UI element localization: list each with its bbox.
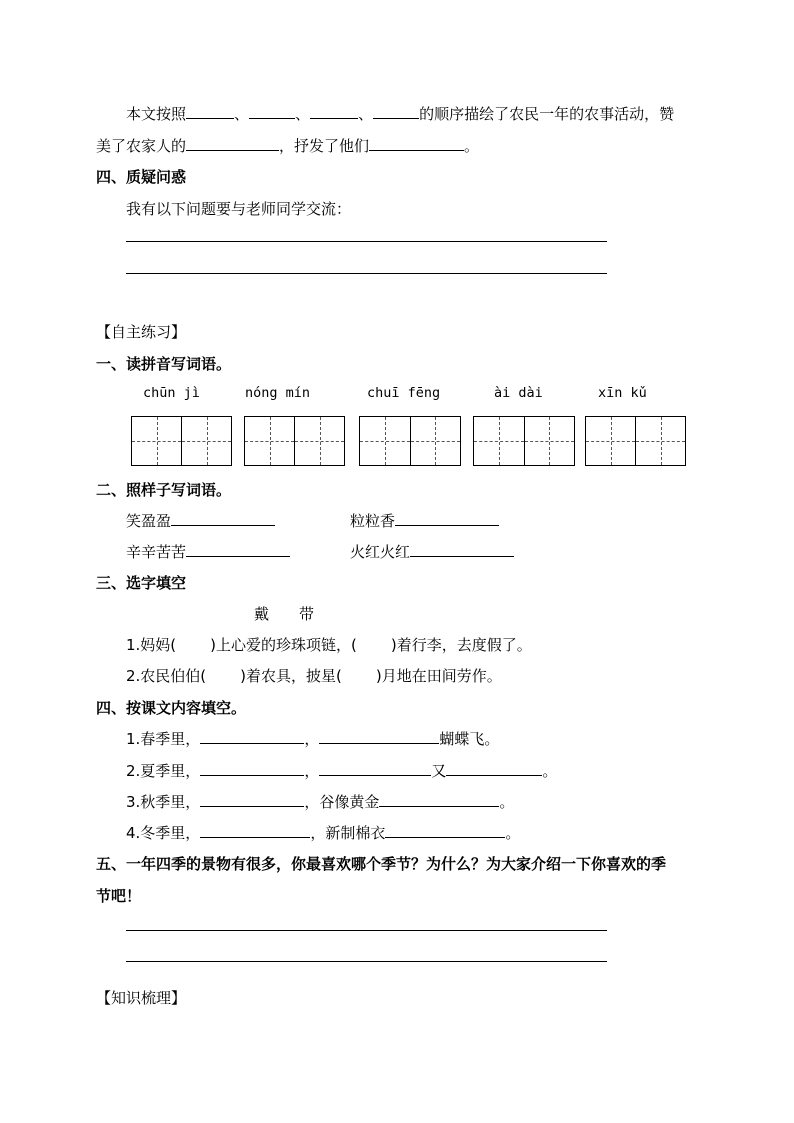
section-4-prompt: 我有以下问题要与老师同学交流： [126,200,352,218]
writing-grid-4[interactable] [473,416,575,466]
q4-title: 四、按课文内容填空。 [96,699,247,717]
pinyin-4: ài dài [494,385,543,401]
writing-grid-5[interactable] [585,416,686,466]
blank[interactable] [200,728,304,744]
q2-item: 辛辛苦苦 [126,541,290,562]
pinyin-2: nóng mín [245,385,311,401]
blank[interactable] [200,822,310,838]
blank[interactable] [186,541,290,557]
practice-header: 【自主练习】 [96,323,187,341]
blank[interactable] [369,135,464,151]
grid-cell[interactable] [586,417,636,465]
summary-line-1: 本文按照 、 、 、 的顺序描绘了农民一年的农事活动，赞 [126,105,675,123]
q4-line-4: 4.冬季里， ，新制棉衣 。 [126,824,521,842]
pinyin-3: chuī fēng [367,385,441,401]
blank[interactable] [385,822,505,838]
grid-cell[interactable] [360,417,411,465]
blank[interactable] [379,791,499,807]
writing-grid-1[interactable] [131,416,232,466]
blank[interactable] [395,510,499,526]
q2-title: 二、照样子写词语。 [96,481,232,499]
blank[interactable] [310,103,358,119]
q4-line-2: 2.夏季里， ， 又 。 [126,762,558,780]
blank[interactable] [319,728,439,744]
grid-cell[interactable] [295,417,344,465]
blank[interactable] [410,541,514,557]
blank[interactable] [446,760,542,776]
q3-title: 三、选字填空 [96,574,187,592]
blank[interactable] [171,510,275,526]
answer-line[interactable] [126,241,607,242]
writing-grid-3[interactable] [359,416,461,466]
grid-cell[interactable] [182,417,231,465]
pinyin-5: xīn kǔ [598,385,647,401]
blank[interactable] [319,760,431,776]
q2-item: 粒粒香 [350,510,499,531]
q3-choices: 戴 带 [254,605,315,623]
q5-title-line-2: 节吧！ [96,887,142,905]
answer-line[interactable] [126,930,607,931]
grid-cell[interactable] [636,417,685,465]
grid-cell[interactable] [245,417,295,465]
blank[interactable] [200,760,304,776]
q4-line-3: 3.秋季里， ，谷像黄金 。 [126,793,515,811]
blank[interactable] [249,103,295,119]
blank[interactable] [373,103,419,119]
q1-title: 一、读拼音写词语。 [96,355,232,373]
grid-cell[interactable] [132,417,182,465]
blank[interactable] [186,135,279,151]
q2-item: 火红火红 [350,541,514,562]
section-4-header: 四、质疑问惑 [96,168,187,186]
blank[interactable] [186,103,234,119]
grid-cell[interactable] [525,417,575,465]
q4-line-1: 1.春季里， ， 蝴蝶飞。 [126,730,500,748]
q5-title-line-1: 五、一年四季的景物有很多，你最喜欢哪个季节？为什么？为大家介绍一下你喜欢的季 [96,855,667,873]
answer-line[interactable] [126,273,607,274]
q3-sentence-2: 2.农民伯伯( )着农具，披星( )月地在田间劳作。 [126,667,502,685]
knowledge-header: 【知识梳理】 [96,989,187,1007]
q2-item: 笑盈盈 [126,510,275,531]
pinyin-1: chūn jì [143,385,200,401]
answer-line[interactable] [126,961,607,962]
grid-cell[interactable] [474,417,525,465]
writing-grid-2[interactable] [244,416,345,466]
blank[interactable] [200,791,304,807]
summary-line-2: 美了农家人的 ，抒发了他们 。 [96,137,480,155]
grid-cell[interactable] [411,417,461,465]
q3-sentence-1: 1.妈妈( )上心爱的珍珠项链，( )着行李，去度假了。 [126,636,532,654]
